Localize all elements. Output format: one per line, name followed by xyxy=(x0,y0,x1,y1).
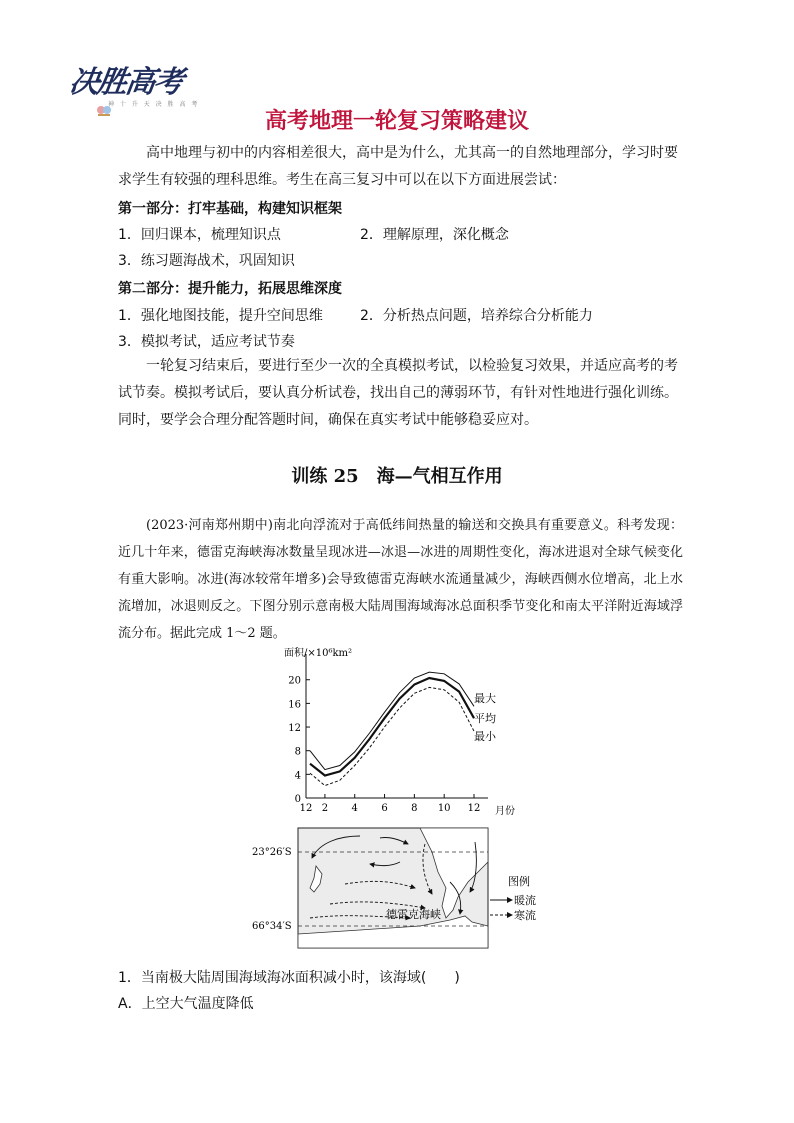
chart-y-tick-label: 12 xyxy=(288,723,301,735)
sea-ice-area-chart xyxy=(270,644,520,820)
chart-x-tick-label: 8 xyxy=(411,803,418,814)
chart-y-axis-label: 面积/×10⁶km² xyxy=(284,648,353,659)
legend-cold-label: 寒流 xyxy=(514,909,536,922)
ocean-current-map xyxy=(250,822,550,956)
chart-y-tick-label: 20 xyxy=(288,675,301,687)
latitude-label-66: 66°34′S xyxy=(252,921,292,932)
chart-y-tick-label: 4 xyxy=(294,770,301,782)
legend-warm-label: 暖流 xyxy=(514,894,536,907)
logo-subtitle: 神 十 升 天 决 胜 高 考 xyxy=(108,101,200,108)
chart-x-tick-label: 10 xyxy=(437,803,451,814)
part2-item-3: 3．模拟考试，适应考试节奏 xyxy=(118,334,295,350)
part2-item-1: 1．强化地图技能，提升空间思维 xyxy=(118,308,323,324)
chart-series-line-1 xyxy=(310,672,474,770)
chart-y-tick-label: 16 xyxy=(288,699,301,711)
chart-x-tick-label: 4 xyxy=(351,803,358,814)
closing-paragraph: 一轮复习结束后，要进行至少一次的全真模拟考试，以检验复习效果，并适应高考的考试节奏。模拟考试后，要认真分析试卷，找出自己的薄弱环节，有针对性地进行强化训练。同时，要学会合理分配答题时间，确保在真实考试中能够稳妥应对。 xyxy=(118,358,678,428)
exercise-stem: (2023·河南郑州期中)南北向浮流对于高低纬间热量的输送和交换具有重要意义。科考发现：近几十年来，德雷克海峡海冰数量呈现冰进—冰退—冰进的周期性变化，海冰进退对全球气候变化有重大影响。冰进(海冰较常年增多)会导致德雷克海峡水流通量减少，海峡西侧水位增高，北上水流增加，冰退则反之。下图分别示意南极大陆周围海域海冰总面积季节变化和南太平洋附近海域浮流分布。据此完成 1～2 题。 xyxy=(118,518,683,641)
chart-series-label-3: 最小 xyxy=(474,730,496,743)
chart-x-tick-label: 2 xyxy=(321,803,329,814)
chart-x-tick-label: 12 xyxy=(299,803,313,814)
part1-item-1: 1．回归课本，梳理知识点 xyxy=(118,227,281,243)
part2-title: 第二部分：提升能力，拓展思维深度 xyxy=(118,281,342,297)
legend-title: 图例 xyxy=(508,875,530,888)
part2-item-2: 2．分析热点问题，培养综合分析能力 xyxy=(360,308,593,324)
chart-x-tick-label: 6 xyxy=(381,803,388,814)
question-1-option-a: A．上空大气温度降低 xyxy=(118,996,254,1012)
logo-text: 决胜高考 xyxy=(67,65,184,100)
chart-series-label-2: 平均 xyxy=(474,712,496,725)
chart-y-tick-label: 8 xyxy=(294,746,301,758)
chart-series-label-1: 最大 xyxy=(474,692,496,705)
intro-paragraph: 高中地理与初中的内容相差很大，高中是为什么，尤其高一的自然地理部分，学习时要求学生有较强的理科思维。考生在高三复习中可以在以下方面进展尝试： xyxy=(118,145,678,188)
drake-passage-label: 德雷克海峡 xyxy=(386,908,441,921)
question-1: 1．当南极大陆周围海域海冰面积减小时，该海域( ) xyxy=(118,970,460,986)
part1-title: 第一部分：打牢基础，构建知识框架 xyxy=(118,201,342,217)
chart-x-tick-label: 12 xyxy=(467,803,481,814)
page-title: 高考地理一轮复习策略建议 xyxy=(264,109,529,134)
exercise-title: 训练 25 海—气相互作用 xyxy=(291,466,503,487)
chart-x-axis-label: 月份 xyxy=(495,806,515,817)
chart-y-tick-label: 0 xyxy=(294,794,301,805)
part1-item-2: 2．理解原理，深化概念 xyxy=(360,227,509,243)
part1-item-3: 3．练习题海战术，巩固知识 xyxy=(118,253,295,269)
latitude-label-23: 23°26′S xyxy=(252,847,292,858)
chart-series-line-2 xyxy=(310,678,474,776)
